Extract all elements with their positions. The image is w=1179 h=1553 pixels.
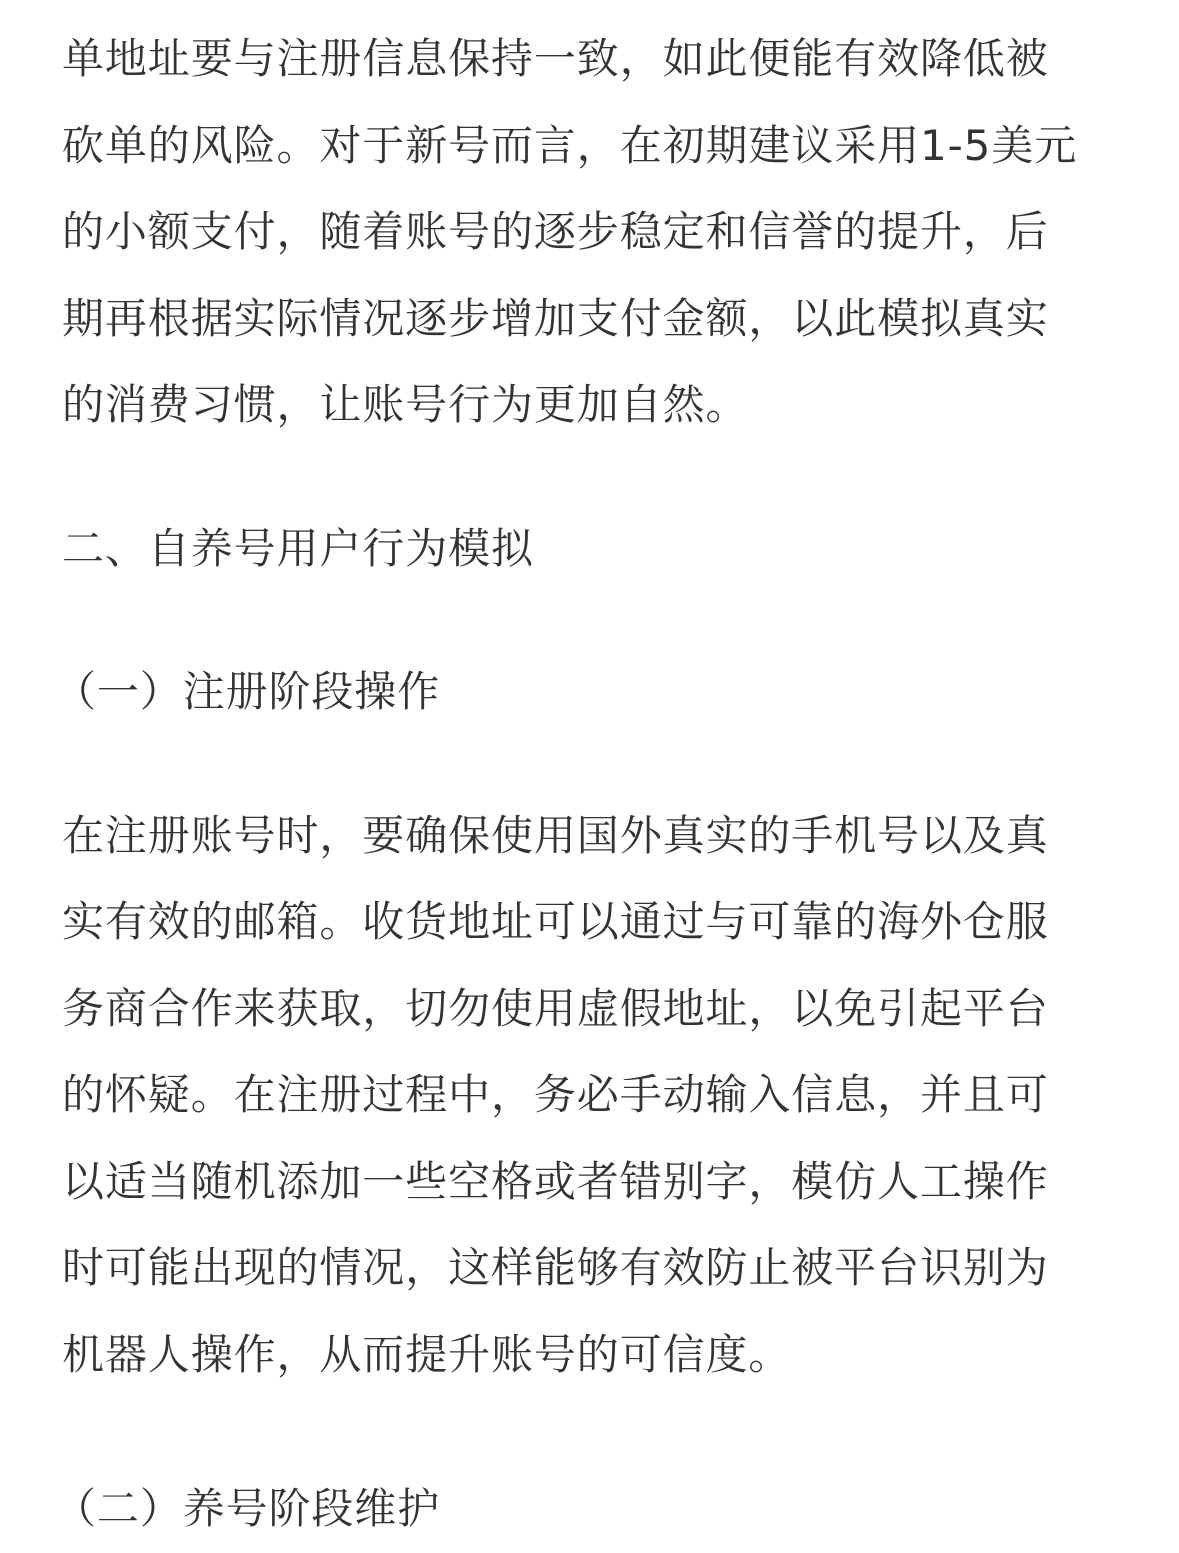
text-line: 机器人操作，从而提升账号的可信度。: [62, 1329, 792, 1379]
text-line: 的小额支付，随着账号的逐步稳定和信誉的提升，后: [62, 207, 1049, 256]
subsection-heading-registration: （一）注册阶段操作: [54, 667, 441, 716]
paragraph-payment: [62, 16, 1122, 449]
text-line: 期再根据实际情况逐步增加支付金额，以此模拟真实: [62, 293, 1049, 343]
subsection-heading-maintenance: （二）养号阶段维护: [54, 1484, 441, 1533]
text-line: 务商合作来获取，切勿使用虚假地址，以免引起平台: [62, 983, 1049, 1033]
text-line: 单地址要与注册信息保持一致，如此便能有效降低被: [62, 34, 1049, 83]
paragraph-registration: [62, 793, 1122, 1399]
text-line: 的消费习惯，让账号行为更加自然。: [62, 380, 749, 429]
spacer: [62, 592, 1122, 649]
text-line: 砍单的风险。对于新号而言，在初期建议采用1-5美元: [62, 120, 1078, 170]
text-line: 在注册账号时，要确保使用国外真实的手机号以及真: [62, 810, 1049, 860]
article-body: [54, 16, 1122, 1398]
text-line: 时可能出现的情况，这样能够有效防止被平台识别为: [62, 1243, 1049, 1292]
spacer: [62, 736, 1122, 793]
spacer: [62, 449, 1122, 506]
section-heading: 二、自养号用户行为模拟: [62, 523, 534, 573]
text-line: 实有效的邮箱。收货地址可以通过与可靠的海外仓服: [62, 897, 1049, 946]
text-line: 的怀疑。在注册过程中，务必手动输入信息，并且可: [62, 1070, 1049, 1119]
text-line: 以适当随机添加一些空格或者错别字，模仿人工操作: [62, 1156, 1049, 1206]
